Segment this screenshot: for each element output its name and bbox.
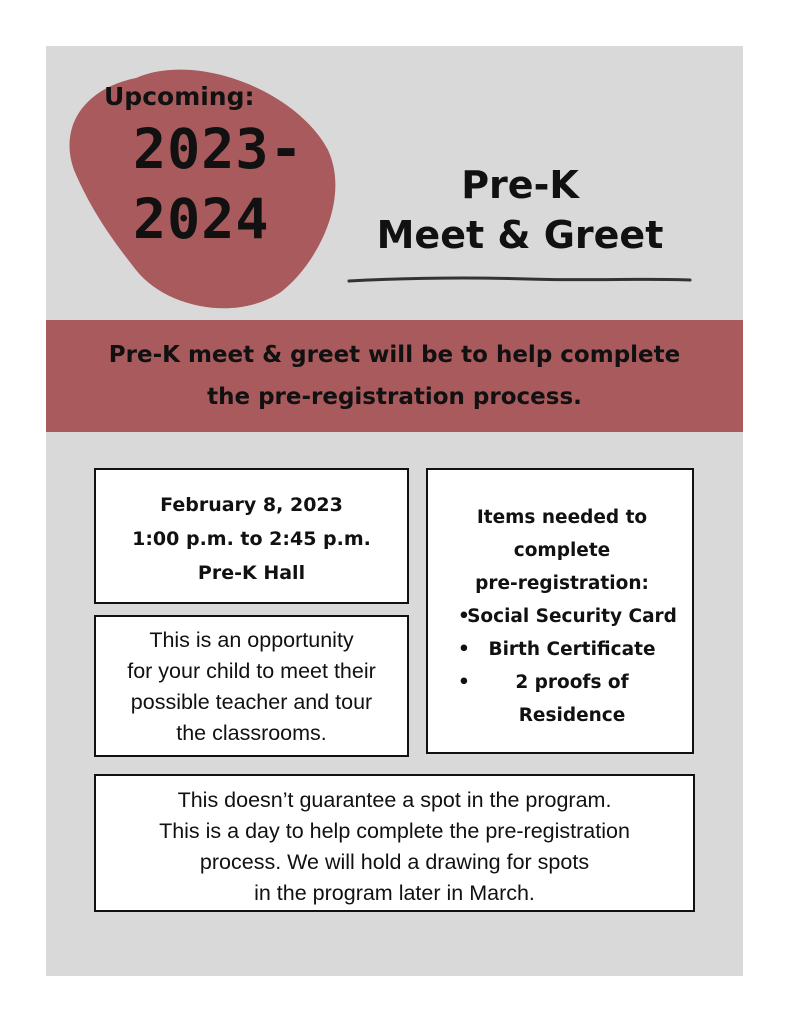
required-items-heading: Items needed to complete pre-registration: <box>475 507 649 594</box>
notice-line: in the program later in March. <box>254 881 535 905</box>
intro-banner <box>46 320 743 432</box>
bullet-icon: • <box>458 606 470 627</box>
bullet-icon: • <box>458 639 470 660</box>
school-year-end: 2024 <box>133 187 270 251</box>
upcoming-label: Upcoming: <box>104 82 255 111</box>
page-title <box>350 160 690 260</box>
notice-box <box>94 774 695 912</box>
notice-line: This doesn’t guarantee a spot in the program. <box>177 788 612 812</box>
bullet-icon: • <box>458 672 470 693</box>
list-item: • Social Security Card <box>428 600 692 633</box>
event-location: Pre-K Hall <box>197 562 306 584</box>
opportunity-line: the classrooms. <box>176 721 327 745</box>
title-underline <box>347 272 692 286</box>
list-item: • 2 proofs of <box>428 666 692 699</box>
event-date: February 8, 2023 <box>160 494 343 516</box>
opportunity-line: possible teacher and tour <box>130 690 373 714</box>
list-item-continuation: Residence <box>518 705 626 726</box>
opportunity-line: for your child to meet their <box>127 659 376 683</box>
school-year-start: 2023- <box>133 117 304 181</box>
event-time: 1:00 p.m. to 2:45 p.m. <box>132 528 371 550</box>
required-items-list <box>428 600 692 732</box>
title-line-meet-greet: Meet & Greet <box>376 213 664 257</box>
school-year <box>133 114 304 254</box>
list-item: • Birth Certificate <box>428 633 692 666</box>
notice-line: process. We will hold a drawing for spots <box>199 850 590 874</box>
event-details-box <box>94 468 409 604</box>
notice-line: This is a day to help complete the pre-registration <box>159 819 630 843</box>
intro-banner-text: Pre-K meet & greet will be to help complete the pre-registration process. <box>108 342 681 410</box>
opportunity-box <box>94 615 409 757</box>
opportunity-line: This is an opportunity <box>149 628 354 652</box>
required-items-box <box>426 468 694 754</box>
title-line-prek: Pre-K <box>461 163 579 207</box>
